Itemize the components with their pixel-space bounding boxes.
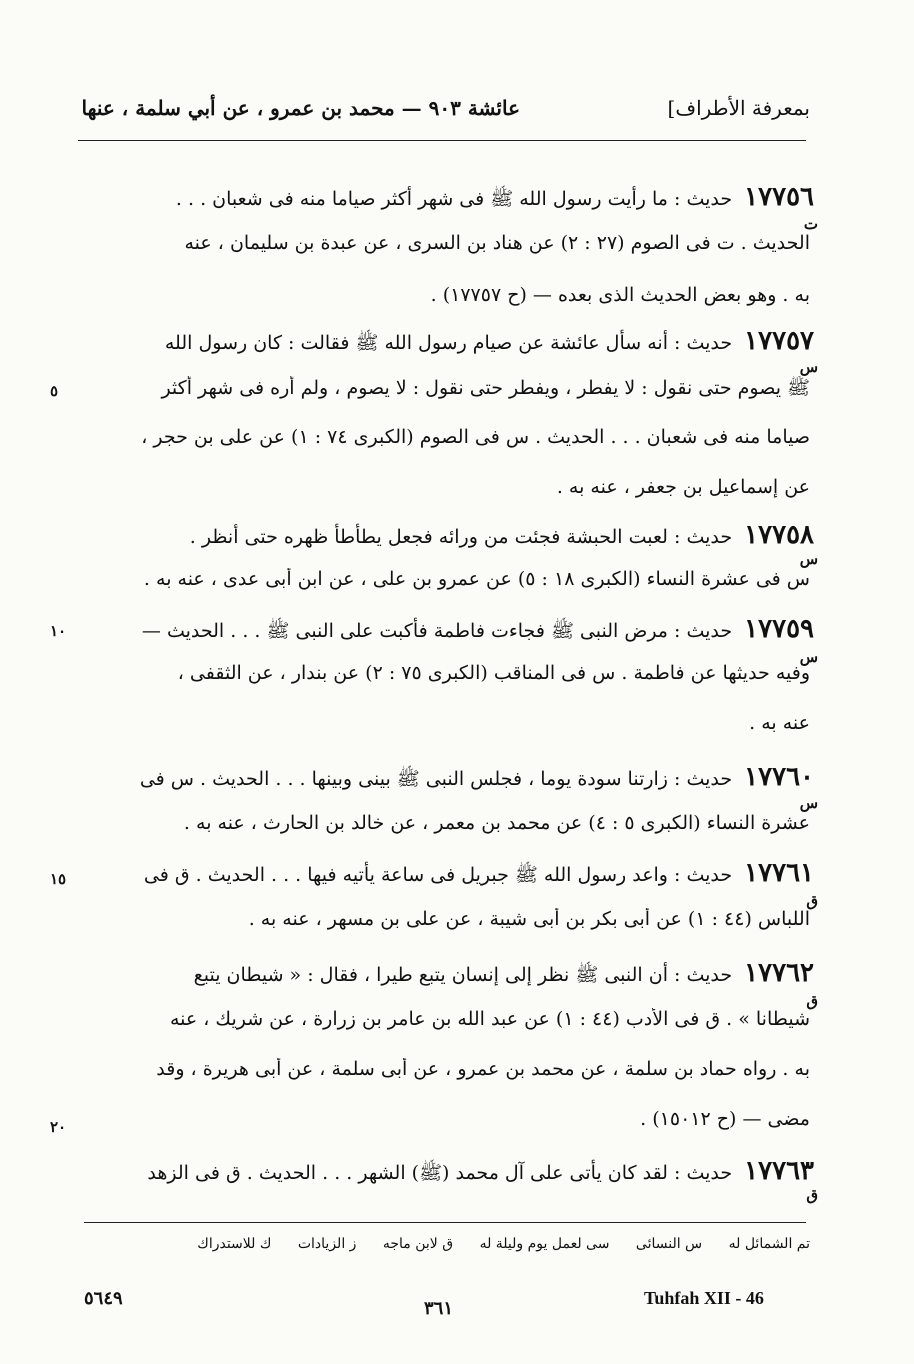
entry-number: ١٧٧٥٦: [744, 182, 814, 212]
volume-marker: Tuhfah XII - 46: [644, 1288, 764, 1308]
line-marker: ١٥: [50, 870, 67, 888]
legend-item: ق لابن ماجه: [382, 1236, 454, 1252]
entry-first-line: [124, 520, 814, 550]
footer-legend: [80, 1236, 810, 1252]
entry-text: حديث : زارتنا سودة يوما ، فجلس النبى ﷺ بينى وبينها . . . الحديث . س فى: [139, 768, 739, 790]
collection-siglum: س: [799, 794, 818, 812]
entry-line: عشرة النساء (الكبرى ٥ : ٤) عن محمد بن معمر ، عن خالد بن الحارث ، عنه به .: [183, 812, 810, 834]
line-marker: ٢٠: [50, 1118, 67, 1136]
entry-first-line: [124, 326, 814, 359]
header-rule: [78, 140, 806, 141]
entry-text: حديث : لعبت الحبشة فجئت من ورائه فجعل يطأطأ ظهره حتى أنظر .: [189, 526, 739, 548]
collection-siglum: ت: [803, 215, 818, 233]
entry-text: حديث : لقد كان يأتى على آل محمد (ﷺ) الشهر . . . الحديث . ق فى الزهد: [147, 1162, 739, 1184]
header-section: عائشة ٩٠٣ — محمد بن عمرو ، عن أبي سلمة ، عنها: [81, 96, 520, 120]
legend-item: تم الشمائل له: [728, 1236, 810, 1252]
collection-siglum: ق: [806, 1186, 818, 1204]
entry-first-line: [124, 858, 814, 891]
entry-line: مضى — (ح ١٥٠١٢) .: [640, 1108, 810, 1130]
footer-rule: [84, 1222, 806, 1223]
legend-item: ك للاستدراك: [197, 1236, 272, 1252]
line-marker: ١٠: [50, 622, 67, 640]
header-title: بمعرفة الأطراف]: [667, 96, 810, 120]
entry-line: الحديث . ت فى الصوم (٢٧ : ٢) عن هناد بن السرى ، عن عبدة بن سليمان ، عنه: [184, 232, 810, 254]
entry-line: س فى عشرة النساء (الكبرى ١٨ : ٥) عن عمرو بن على ، عن ابن أبى عدى ، عنه به .: [143, 568, 810, 590]
entry-line: وفيه حديثها عن فاطمة . س فى المناقب (الكبرى ٧٥ : ٢) عن بندار ، عن الثقفى ،: [177, 662, 810, 684]
entry-line: عن إسماعيل بن جعفر ، عنه به .: [556, 476, 810, 498]
entry-text: حديث : ما رأيت رسول الله ﷺ فى شهر أكثر صياما منه فى شعبان . . .: [175, 188, 739, 210]
running-header: [60, 96, 810, 140]
entry-number: ١٧٧٦٢: [744, 958, 814, 988]
entry-number: ١٧٧٥٧: [744, 326, 814, 356]
entry-number: ١٧٧٥٩: [744, 614, 814, 644]
collection-siglum: ق: [806, 892, 818, 910]
entry-text: حديث : مرض النبى ﷺ فجاءت فاطمة فأكبت على النبى ﷺ . . . الحديث —: [141, 620, 739, 642]
legend-item: س النسائى: [635, 1236, 703, 1252]
page-number: ٣٦١: [424, 1298, 454, 1319]
entry-line: اللباس (٤٤ : ١) عن أبى بكر بن أبى شيبة ، عن على بن مسهر ، عنه به .: [248, 908, 810, 930]
entry-text: حديث : أن النبى ﷺ نظر إلى إنسان يتبع طيرا ، فقال : « شيطان يتبع: [193, 964, 739, 986]
entry-line: به . وهو بعض الحديث الذى بعده — (ح ١٧٧٥٧) .: [430, 284, 810, 306]
entry-number: ١٧٧٦٣: [744, 1156, 814, 1186]
entry-line: عنه به .: [749, 712, 810, 734]
legend-item: ز الزيادات: [297, 1236, 357, 1252]
entry-number: ١٧٧٥٨: [744, 520, 814, 550]
collection-siglum: س: [799, 358, 818, 376]
entry-text: حديث : أنه سأل عائشة عن صيام رسول الله ﷺ فقالت : كان رسول الله: [164, 332, 739, 354]
entry-line: ﷺ يصوم حتى نقول : لا يفطر ، ويفطر حتى نقول : لا يصوم ، ولم أره فى شهر أكثر: [161, 377, 810, 399]
entry-first-line: [124, 1156, 814, 1189]
entry-line: به . رواه حماد بن سلمة ، عن محمد بن عمرو ، عن أبى سلمة ، عن أبى هريرة ، وقد: [156, 1058, 810, 1080]
legend-item: سى لعمل يوم وليلة له: [479, 1236, 610, 1252]
collection-siglum: س: [799, 550, 818, 568]
line-marker: ٥: [50, 382, 59, 400]
entry-number: ١٧٧٦١: [744, 858, 814, 888]
entry-first-line: [124, 182, 814, 215]
entry-line: شيطانا » . ق فى الأدب (٤٤ : ١) عن عبد الله بن عامر بن زرارة ، عن شريك ، عنه: [169, 1008, 810, 1030]
collection-siglum: ق: [806, 992, 818, 1010]
entry-first-line: [124, 958, 814, 991]
signature-number: ٥٦٤٩: [84, 1288, 123, 1309]
entry-text: حديث : واعد رسول الله ﷺ جبريل فى ساعة يأتيه فيها . . . الحديث . ق فى: [143, 864, 739, 886]
collection-siglum: س: [799, 648, 818, 666]
entry-first-line: [124, 762, 814, 795]
entry-line: صياما منه فى شعبان . . . الحديث . س فى الصوم (الكبرى ٧٤ : ١) عن على بن حجر ،: [141, 426, 810, 448]
entry-first-line: [124, 614, 814, 647]
entry-number: ١٧٧٦٠: [744, 762, 814, 792]
